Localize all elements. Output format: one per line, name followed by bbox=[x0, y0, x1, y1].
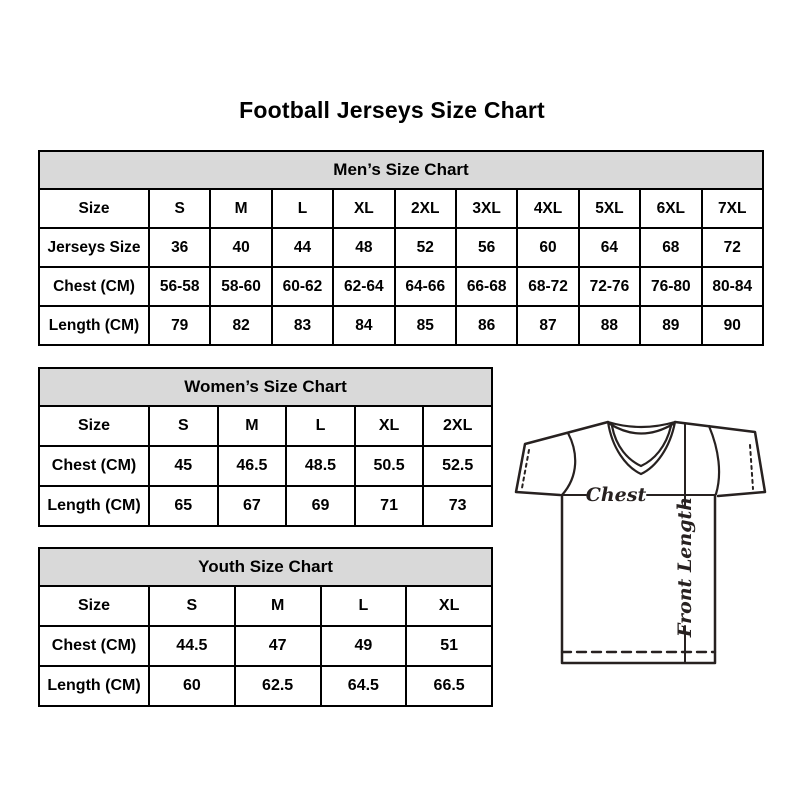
value-cell: 4XL bbox=[517, 189, 578, 228]
value-cell: 2XL bbox=[395, 189, 456, 228]
mens-size-table bbox=[38, 150, 764, 346]
value-cell: 87 bbox=[517, 306, 578, 345]
value-cell: L bbox=[321, 586, 407, 626]
value-cell: 69 bbox=[286, 486, 355, 526]
page-title: Football Jerseys Size Chart bbox=[239, 97, 545, 123]
value-cell: 68-72 bbox=[517, 267, 578, 306]
value-cell: 48.5 bbox=[286, 446, 355, 486]
value-cell: 65 bbox=[149, 486, 218, 526]
table-header-row bbox=[39, 368, 492, 406]
value-cell: 5XL bbox=[579, 189, 640, 228]
value-cell: 48 bbox=[333, 228, 394, 267]
table-row bbox=[39, 228, 763, 267]
value-cell: 85 bbox=[395, 306, 456, 345]
value-cell: 66.5 bbox=[406, 666, 492, 706]
value-cell: S bbox=[149, 189, 210, 228]
womens-table-title: Women’s Size Chart bbox=[39, 368, 492, 406]
value-cell: 47 bbox=[235, 626, 321, 666]
row-header-cell: Length (CM) bbox=[39, 666, 149, 706]
table-row bbox=[39, 189, 763, 228]
value-cell: 60 bbox=[517, 228, 578, 267]
value-cell: S bbox=[149, 586, 235, 626]
table-header-row bbox=[39, 548, 492, 586]
row-header-cell: Size bbox=[39, 189, 149, 228]
row-header-cell: Chest (CM) bbox=[39, 446, 149, 486]
value-cell: 64.5 bbox=[321, 666, 407, 706]
value-cell: 52.5 bbox=[423, 446, 492, 486]
value-cell: XL bbox=[355, 406, 424, 446]
table-row bbox=[39, 666, 492, 706]
value-cell: L bbox=[272, 189, 333, 228]
chest-label: Chest bbox=[585, 484, 647, 506]
value-cell: 60-62 bbox=[272, 267, 333, 306]
value-cell: 56-58 bbox=[149, 267, 210, 306]
value-cell: 68 bbox=[640, 228, 701, 267]
value-cell: S bbox=[149, 406, 218, 446]
value-cell: 71 bbox=[355, 486, 424, 526]
value-cell: 58-60 bbox=[210, 267, 271, 306]
womens-size-table bbox=[38, 367, 493, 527]
value-cell: 51 bbox=[406, 626, 492, 666]
value-cell: L bbox=[286, 406, 355, 446]
value-cell: 73 bbox=[423, 486, 492, 526]
value-cell: 2XL bbox=[423, 406, 492, 446]
value-cell: 60 bbox=[149, 666, 235, 706]
value-cell: 64 bbox=[579, 228, 640, 267]
value-cell: 66-68 bbox=[456, 267, 517, 306]
value-cell: 80-84 bbox=[702, 267, 763, 306]
value-cell: 36 bbox=[149, 228, 210, 267]
row-header-cell: Chest (CM) bbox=[39, 267, 149, 306]
value-cell: 44 bbox=[272, 228, 333, 267]
value-cell: 52 bbox=[395, 228, 456, 267]
value-cell: 76-80 bbox=[640, 267, 701, 306]
table-row bbox=[39, 626, 492, 666]
table-row bbox=[39, 446, 492, 486]
value-cell: 7XL bbox=[702, 189, 763, 228]
value-cell: 3XL bbox=[456, 189, 517, 228]
value-cell: 72-76 bbox=[579, 267, 640, 306]
youth-table-title: Youth Size Chart bbox=[39, 548, 492, 586]
mens-table-title: Men’s Size Chart bbox=[39, 151, 763, 189]
value-cell: 62.5 bbox=[235, 666, 321, 706]
value-cell: 44.5 bbox=[149, 626, 235, 666]
value-cell: 82 bbox=[210, 306, 271, 345]
value-cell: 86 bbox=[456, 306, 517, 345]
table-row bbox=[39, 306, 763, 345]
value-cell: 88 bbox=[579, 306, 640, 345]
row-header-cell: Length (CM) bbox=[39, 486, 149, 526]
value-cell: 90 bbox=[702, 306, 763, 345]
value-cell: 89 bbox=[640, 306, 701, 345]
value-cell: 40 bbox=[210, 228, 271, 267]
value-cell: 45 bbox=[149, 446, 218, 486]
table-row bbox=[39, 406, 492, 446]
table-header-row bbox=[39, 151, 763, 189]
front-length-label: Front Length bbox=[674, 496, 696, 638]
jersey-measurement-diagram bbox=[500, 412, 772, 670]
value-cell: XL bbox=[333, 189, 394, 228]
value-cell: 64-66 bbox=[395, 267, 456, 306]
value-cell: M bbox=[235, 586, 321, 626]
row-header-cell: Chest (CM) bbox=[39, 626, 149, 666]
value-cell: 62-64 bbox=[333, 267, 394, 306]
row-header-cell: Length (CM) bbox=[39, 306, 149, 345]
value-cell: 84 bbox=[333, 306, 394, 345]
value-cell: 50.5 bbox=[355, 446, 424, 486]
value-cell: 79 bbox=[149, 306, 210, 345]
value-cell: XL bbox=[406, 586, 492, 626]
value-cell: 67 bbox=[218, 486, 287, 526]
table-row bbox=[39, 267, 763, 306]
row-header-cell: Size bbox=[39, 586, 149, 626]
row-header-cell: Size bbox=[39, 406, 149, 446]
value-cell: 56 bbox=[456, 228, 517, 267]
value-cell: 49 bbox=[321, 626, 407, 666]
value-cell: 72 bbox=[702, 228, 763, 267]
value-cell: 46.5 bbox=[218, 446, 287, 486]
value-cell: 6XL bbox=[640, 189, 701, 228]
value-cell: M bbox=[218, 406, 287, 446]
youth-size-table bbox=[38, 547, 493, 707]
value-cell: 83 bbox=[272, 306, 333, 345]
jersey-outline bbox=[516, 422, 765, 663]
row-header-cell: Jerseys Size bbox=[39, 228, 149, 267]
jersey-collar bbox=[608, 422, 675, 474]
table-row bbox=[39, 586, 492, 626]
table-row bbox=[39, 486, 492, 526]
value-cell: M bbox=[210, 189, 271, 228]
